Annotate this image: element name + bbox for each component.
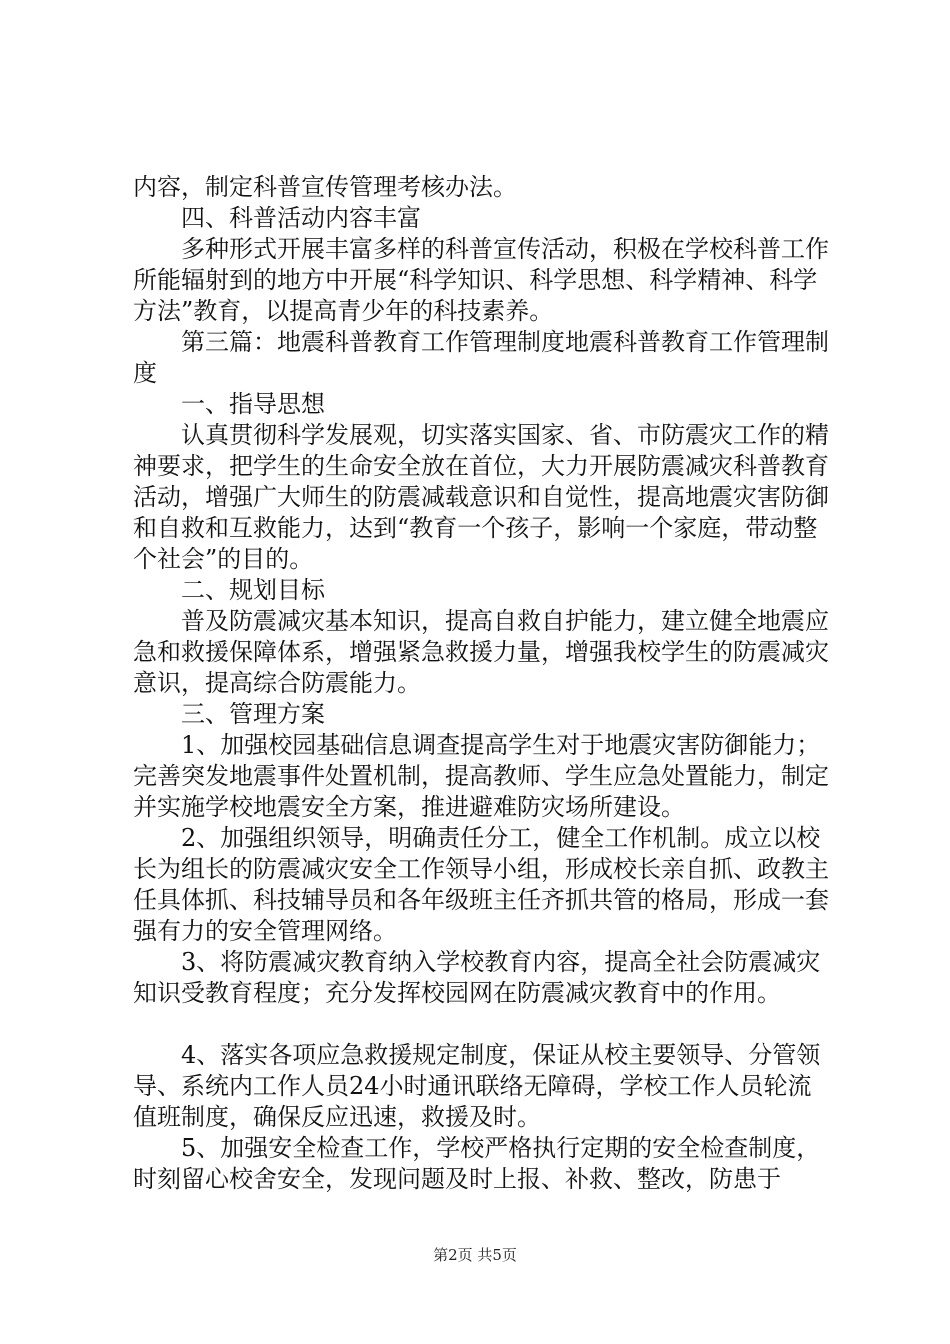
- paragraph-planning-goals: 普及防震减灾基本知识，提高自救自护能力，建立健全地震应急和救援保障体系，增强紧急救援力量，增强我校学生的防震减灾意识，提高综合防震能力。: [133, 607, 829, 697]
- section-heading-planning-goals: 二、规划目标: [181, 576, 325, 604]
- section-heading-guiding-thought: 一、指导思想: [181, 390, 325, 418]
- paragraph-item-4: 4、落实各项应急救援规定制度，保证从校主要领导、分管领导、系统内工作人员24小时通讯联络无障碍，学校工作人员轮流值班制度，确保反应迅速，救援及时。: [133, 1041, 821, 1131]
- paragraph-guiding-thought: 认真贯彻科学发展观，切实落实国家、省、市防震灾工作的精神要求，把学生的生命安全放在首位，大力开展防震减灾科普教育活动，增强广大师生的防震减载意识和自觉性，提高地震灾害防御和自救和互救能力，达到“教育一个孩子，影响一个家庭，带动整个社会”的目的。: [133, 421, 829, 573]
- paragraph-item-2: 2、加强组织领导，明确责任分工，健全工作机制。成立以校长为组长的防震减灾安全工作领导小组，形成校长亲自抓、政教主任具体抓、科技辅导员和各年级班主任齐抓共管的格局，形成一套强有力的安全管理网络。: [133, 824, 829, 945]
- chapter-title: 第三篇：地震科普教育工作管理制度地震科普教育工作管理制度: [133, 328, 829, 387]
- section-heading-activities: 四、科普活动内容丰富: [181, 204, 421, 232]
- paragraph-item-3: 3、将防震减灾教育纳入学校教育内容，提高全社会防震减灾知识受教育程度；充分发挥校园网在防震减灾教育中的作用。: [133, 948, 821, 1007]
- paragraph-item-1: 1、加强校园基础信息调查提高学生对于地震灾害防御能力；完善突发地震事件处置机制，提高教师、学生应急处置能力，制定并实施学校地震安全方案，推进避难防灾场所建设。: [133, 731, 829, 821]
- paragraph-activities: 多种形式开展丰富多样的科普宣传活动，积极在学校科普工作所能辐射到的地方中开展“科学知识、科学思想、科学精神、科学方法”教育，以提高青少年的科技素养。: [133, 235, 829, 325]
- page-footer: [0, 1244, 950, 1265]
- paragraph-item-5: 5、加强安全检查工作，学校严格执行定期的安全检查制度，时刻留心校舍安全，发现问题及时上报、补救、整改，防患于: [133, 1134, 821, 1193]
- paragraph-continuation: 内容，制定科普宣传管理考核办法。: [133, 173, 517, 201]
- blank-line: [133, 1009, 833, 1040]
- page-number-label: 第2页 共5页: [433, 1246, 517, 1264]
- document-body: [133, 172, 833, 1195]
- section-heading-management-plan: 三、管理方案: [181, 700, 325, 728]
